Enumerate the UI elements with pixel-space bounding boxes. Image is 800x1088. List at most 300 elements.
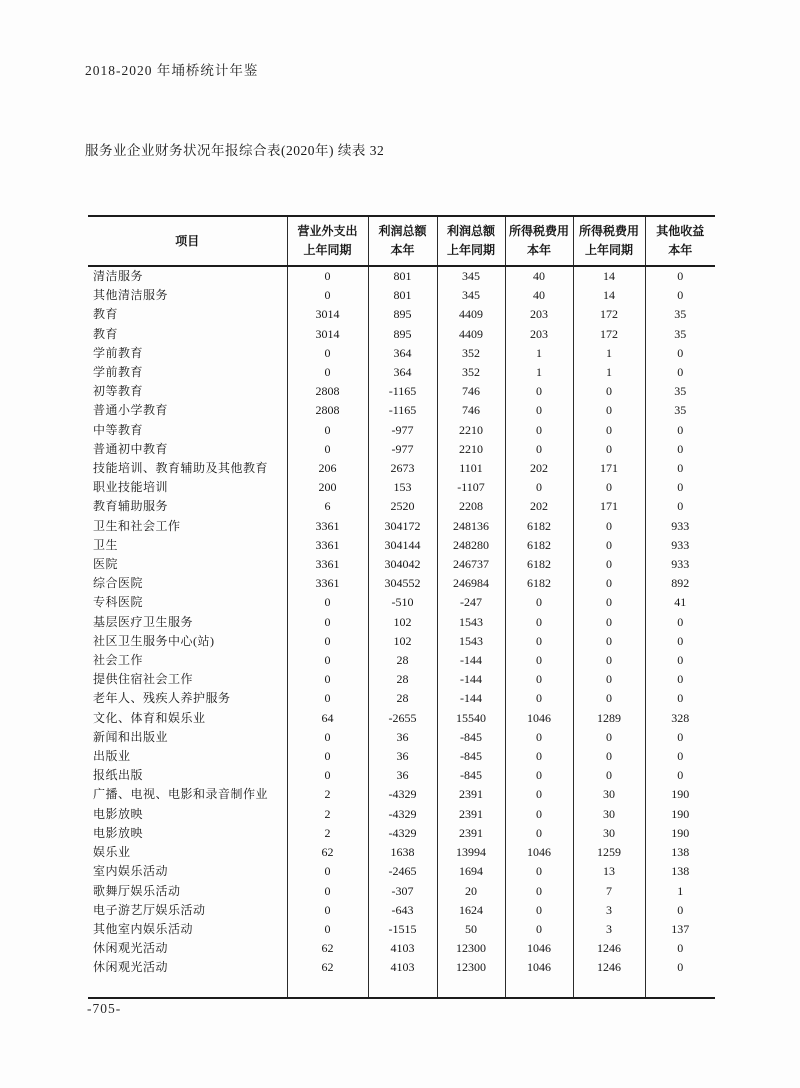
table-row xyxy=(88,555,715,574)
value-cell: 171 xyxy=(573,459,645,478)
value-cell: 4409 xyxy=(437,325,505,344)
column-header: 所得税费用 本年 xyxy=(505,216,573,266)
value-cell: 0 xyxy=(287,286,368,305)
table-row xyxy=(88,325,715,344)
value-cell: 172 xyxy=(573,325,645,344)
item-label-cell: 休闲观光活动 xyxy=(88,958,287,977)
value-cell: 4103 xyxy=(368,958,437,977)
value-cell: 190 xyxy=(671,825,690,840)
value-cell: 1101 xyxy=(437,459,505,478)
table-row xyxy=(88,901,715,920)
item-label-cell: 报纸出版 xyxy=(88,766,287,785)
value-cell: 0 xyxy=(677,691,684,706)
value-cell: 0 xyxy=(573,613,645,632)
value-cell: 352 xyxy=(437,363,505,382)
value-cell: 0 xyxy=(505,593,573,612)
table-row xyxy=(88,939,715,958)
yearbook-header: 2018-2020 年埇桥统计年鉴 xyxy=(85,63,259,78)
value-cell: 0 xyxy=(505,747,573,766)
value-cell: 2210 xyxy=(437,440,505,459)
value-cell: 0 xyxy=(287,728,368,747)
value-cell: 172 xyxy=(573,305,645,324)
value-cell: 304144 xyxy=(368,536,437,555)
value-cell: 0 xyxy=(573,382,645,401)
value-cell: 746 xyxy=(437,401,505,420)
item-label-cell: 老年人、残疾人养护服务 xyxy=(88,689,287,708)
value-cell: 0 xyxy=(505,632,573,651)
item-label-cell: 清洁服务 xyxy=(88,266,287,286)
value-cell: 0 xyxy=(573,651,645,670)
value-cell: 0 xyxy=(573,766,645,785)
value-cell: 20 xyxy=(437,882,505,901)
table-row xyxy=(88,632,715,651)
value-cell: 0 xyxy=(505,862,573,881)
value-cell: 137 xyxy=(671,921,690,936)
value-cell: 0 xyxy=(287,440,368,459)
value-cell: 28 xyxy=(368,651,437,670)
value-cell: 0 xyxy=(287,613,368,632)
table-row xyxy=(88,785,715,804)
value-cell: 138 xyxy=(671,845,690,860)
item-label-cell: 休闲观光活动 xyxy=(88,939,287,958)
value-cell: 28 xyxy=(368,670,437,689)
value-cell: 3 xyxy=(573,920,645,939)
value-cell: 1 xyxy=(573,363,645,382)
value-cell: 0 xyxy=(677,422,684,437)
value-cell: 364 xyxy=(368,344,437,363)
table-row xyxy=(88,478,715,497)
item-label-cell: 普通初中教育 xyxy=(88,440,287,459)
value-cell: 0 xyxy=(677,960,684,975)
table-title: 服务业企业财务状况年报综合表(2020年) 续表 32 xyxy=(85,143,385,158)
item-label-cell: 社区卫生服务中心(站) xyxy=(88,632,287,651)
value-cell: 0 xyxy=(505,728,573,747)
value-cell: 248136 xyxy=(437,517,505,536)
item-label-cell: 歌舞厅娱乐活动 xyxy=(88,882,287,901)
value-cell: 40 xyxy=(505,266,573,286)
empty-cell xyxy=(287,978,368,998)
value-cell: 6182 xyxy=(505,536,573,555)
value-cell: 62 xyxy=(287,939,368,958)
value-cell: 0 xyxy=(505,440,573,459)
value-cell: 0 xyxy=(287,766,368,785)
item-label-cell: 综合医院 xyxy=(88,574,287,593)
empty-cell xyxy=(645,978,715,998)
value-cell: 0 xyxy=(677,653,684,668)
value-cell: 0 xyxy=(505,651,573,670)
value-cell: 328 xyxy=(671,710,690,725)
value-cell: -845 xyxy=(437,747,505,766)
value-cell: 801 xyxy=(368,266,437,286)
table-row xyxy=(88,459,715,478)
value-cell: 12300 xyxy=(437,939,505,958)
value-cell: 15540 xyxy=(437,709,505,728)
value-cell: 7 xyxy=(573,882,645,901)
table-row xyxy=(88,747,715,766)
value-cell: 6182 xyxy=(505,555,573,574)
value-cell: 0 xyxy=(287,920,368,939)
value-cell: 2 xyxy=(287,785,368,804)
table-row xyxy=(88,805,715,824)
value-cell: 36 xyxy=(368,766,437,785)
value-cell: 0 xyxy=(677,614,684,629)
value-cell: 246984 xyxy=(437,574,505,593)
page-number: -705- xyxy=(87,1001,122,1016)
value-cell: 0 xyxy=(573,593,645,612)
value-cell: 1046 xyxy=(505,843,573,862)
value-cell: 30 xyxy=(573,805,645,824)
table-row xyxy=(88,286,715,305)
table-row xyxy=(88,613,715,632)
value-cell: 895 xyxy=(368,325,437,344)
value-cell: -144 xyxy=(437,670,505,689)
value-cell: 1624 xyxy=(437,901,505,920)
value-cell: 0 xyxy=(573,555,645,574)
value-cell: -845 xyxy=(437,728,505,747)
value-cell: 3361 xyxy=(287,517,368,536)
item-label-cell: 医院 xyxy=(88,555,287,574)
value-cell: 1543 xyxy=(437,632,505,651)
item-label-cell: 其他室内娱乐活动 xyxy=(88,920,287,939)
value-cell: 13 xyxy=(573,862,645,881)
value-cell: 1246 xyxy=(573,958,645,977)
column-header: 其他收益 本年 xyxy=(645,216,715,266)
value-cell: 64 xyxy=(287,709,368,728)
value-cell: -1165 xyxy=(368,401,437,420)
value-cell: 41 xyxy=(674,595,687,610)
value-cell: 0 xyxy=(677,499,684,514)
value-cell: 0 xyxy=(287,344,368,363)
item-label-cell: 初等教育 xyxy=(88,382,287,401)
value-cell: 102 xyxy=(368,632,437,651)
item-label-cell: 出版业 xyxy=(88,747,287,766)
value-cell: 0 xyxy=(287,882,368,901)
table-row xyxy=(88,882,715,901)
value-cell: 248280 xyxy=(437,536,505,555)
item-label-cell: 中等教育 xyxy=(88,421,287,440)
table-row xyxy=(88,958,715,977)
value-cell: 153 xyxy=(368,478,437,497)
value-cell: 1046 xyxy=(505,958,573,977)
value-cell: 1543 xyxy=(437,613,505,632)
item-label-cell: 专科医院 xyxy=(88,593,287,612)
value-cell: 6 xyxy=(287,497,368,516)
value-cell: 933 xyxy=(671,537,690,552)
value-cell: 0 xyxy=(505,824,573,843)
value-cell: 0 xyxy=(677,288,684,303)
value-cell: 352 xyxy=(437,344,505,363)
value-cell: 30 xyxy=(573,785,645,804)
item-label-cell: 教育辅助服务 xyxy=(88,497,287,516)
item-label-cell: 教育 xyxy=(88,305,287,324)
value-cell: 35 xyxy=(674,384,687,399)
value-cell: 0 xyxy=(505,920,573,939)
value-cell: 0 xyxy=(573,421,645,440)
value-cell: 0 xyxy=(677,461,684,476)
value-cell: 200 xyxy=(287,478,368,497)
item-label-cell: 普通小学教育 xyxy=(88,401,287,420)
item-label-cell: 室内娱乐活动 xyxy=(88,862,287,881)
value-cell: 364 xyxy=(368,363,437,382)
value-cell: 0 xyxy=(573,689,645,708)
value-cell: 304552 xyxy=(368,574,437,593)
value-cell: 2 xyxy=(287,824,368,843)
value-cell: 138 xyxy=(671,864,690,879)
value-cell: 0 xyxy=(505,401,573,420)
value-cell: 0 xyxy=(287,593,368,612)
value-cell: 0 xyxy=(573,401,645,420)
value-cell: -1107 xyxy=(437,478,505,497)
value-cell: 0 xyxy=(573,632,645,651)
value-cell: -510 xyxy=(368,593,437,612)
value-cell: 1638 xyxy=(368,843,437,862)
value-cell: 0 xyxy=(505,382,573,401)
value-cell: -1515 xyxy=(368,920,437,939)
value-cell: 6182 xyxy=(505,574,573,593)
value-cell: 202 xyxy=(505,459,573,478)
value-cell: 2673 xyxy=(368,459,437,478)
item-label-cell: 技能培训、教育辅助及其他教育 xyxy=(88,459,287,478)
value-cell: 0 xyxy=(287,862,368,881)
value-cell: 102 xyxy=(368,613,437,632)
value-cell: 14 xyxy=(573,266,645,286)
value-cell: 2391 xyxy=(437,805,505,824)
value-cell: 40 xyxy=(505,286,573,305)
table-row xyxy=(88,709,715,728)
value-cell: 2 xyxy=(287,805,368,824)
value-cell: 36 xyxy=(368,747,437,766)
table-row xyxy=(88,689,715,708)
value-cell: 0 xyxy=(505,785,573,804)
table-row xyxy=(88,497,715,516)
value-cell: 1 xyxy=(505,363,573,382)
item-label-cell: 新闻和出版业 xyxy=(88,728,287,747)
value-cell: 2208 xyxy=(437,497,505,516)
value-cell: 62 xyxy=(287,958,368,977)
table-row xyxy=(88,766,715,785)
table-row xyxy=(88,344,715,363)
table-row xyxy=(88,440,715,459)
value-cell: 190 xyxy=(671,806,690,821)
value-cell: 3361 xyxy=(287,555,368,574)
value-cell: 171 xyxy=(573,497,645,516)
value-cell: 203 xyxy=(505,305,573,324)
item-label-cell: 广播、电视、电影和录音制作业 xyxy=(88,785,287,804)
value-cell: 14 xyxy=(573,286,645,305)
value-cell: -643 xyxy=(368,901,437,920)
table-row xyxy=(88,421,715,440)
value-cell: 0 xyxy=(505,421,573,440)
value-cell: 2391 xyxy=(437,785,505,804)
column-header: 利润总额 本年 xyxy=(368,216,437,266)
value-cell: 892 xyxy=(671,576,690,591)
value-cell: 190 xyxy=(671,787,690,802)
value-cell: 0 xyxy=(677,365,684,380)
value-cell: 0 xyxy=(505,689,573,708)
value-cell: 3361 xyxy=(287,536,368,555)
value-cell: 0 xyxy=(505,478,573,497)
table-row xyxy=(88,517,715,536)
value-cell: -977 xyxy=(368,440,437,459)
value-cell: 0 xyxy=(573,747,645,766)
table-row xyxy=(88,843,715,862)
value-cell: 1 xyxy=(573,344,645,363)
value-cell: 35 xyxy=(674,403,687,418)
value-cell: 28 xyxy=(368,689,437,708)
value-cell: 0 xyxy=(505,613,573,632)
empty-cell xyxy=(368,978,437,998)
value-cell: 0 xyxy=(287,747,368,766)
value-cell: 246737 xyxy=(437,555,505,574)
value-cell: 1289 xyxy=(573,709,645,728)
value-cell: -4329 xyxy=(368,805,437,824)
value-cell: 0 xyxy=(505,670,573,689)
value-cell: 0 xyxy=(677,941,684,956)
value-cell: 1046 xyxy=(505,709,573,728)
financial-table xyxy=(88,215,715,999)
value-cell: 801 xyxy=(368,286,437,305)
item-label-cell: 卫生 xyxy=(88,536,287,555)
value-cell: 304042 xyxy=(368,555,437,574)
value-cell: 206 xyxy=(287,459,368,478)
value-cell: 35 xyxy=(674,326,687,341)
value-cell: 0 xyxy=(287,901,368,920)
column-header: 利润总额 上年同期 xyxy=(437,216,505,266)
table-row xyxy=(88,363,715,382)
table-row xyxy=(88,670,715,689)
table-head-row xyxy=(88,216,715,266)
value-cell: 0 xyxy=(505,766,573,785)
value-cell: 0 xyxy=(677,729,684,744)
item-label-cell: 教育 xyxy=(88,325,287,344)
value-cell: 746 xyxy=(437,382,505,401)
value-cell: 0 xyxy=(287,651,368,670)
value-cell: 6182 xyxy=(505,517,573,536)
value-cell: 50 xyxy=(437,920,505,939)
value-cell: 0 xyxy=(677,345,684,360)
item-label-cell: 其他清洁服务 xyxy=(88,286,287,305)
value-cell: -4329 xyxy=(368,824,437,843)
value-cell: 0 xyxy=(677,633,684,648)
value-cell: 2210 xyxy=(437,421,505,440)
value-cell: 1694 xyxy=(437,862,505,881)
item-label-cell: 提供住宿社会工作 xyxy=(88,670,287,689)
item-label-cell: 社会工作 xyxy=(88,651,287,670)
value-cell: 0 xyxy=(287,632,368,651)
item-label-cell: 文化、体育和娱乐业 xyxy=(88,709,287,728)
value-cell: 0 xyxy=(677,749,684,764)
column-header: 所得税费用 上年同期 xyxy=(573,216,645,266)
value-cell: -977 xyxy=(368,421,437,440)
value-cell: 0 xyxy=(287,421,368,440)
value-cell: 203 xyxy=(505,325,573,344)
value-cell: 2808 xyxy=(287,382,368,401)
value-cell: 30 xyxy=(573,824,645,843)
empty-cell xyxy=(505,978,573,998)
table-row xyxy=(88,266,715,286)
table-row xyxy=(88,920,715,939)
value-cell: 4103 xyxy=(368,939,437,958)
value-cell: 0 xyxy=(287,363,368,382)
value-cell: -4329 xyxy=(368,785,437,804)
value-cell: 0 xyxy=(573,728,645,747)
value-cell: 933 xyxy=(671,518,690,533)
value-cell: 1246 xyxy=(573,939,645,958)
item-label-cell: 电影放映 xyxy=(88,805,287,824)
value-cell: 345 xyxy=(437,266,505,286)
value-cell: 1 xyxy=(677,883,684,898)
value-cell: 13994 xyxy=(437,843,505,862)
value-cell: 345 xyxy=(437,286,505,305)
value-cell: 1259 xyxy=(573,843,645,862)
value-cell: 933 xyxy=(671,557,690,572)
value-cell: 0 xyxy=(573,536,645,555)
value-cell: 304172 xyxy=(368,517,437,536)
value-cell: 1 xyxy=(505,344,573,363)
value-cell: 0 xyxy=(677,768,684,783)
value-cell: 0 xyxy=(287,670,368,689)
value-cell: 0 xyxy=(505,901,573,920)
item-label-cell: 电子游艺厅娱乐活动 xyxy=(88,901,287,920)
value-cell: 0 xyxy=(677,902,684,917)
value-cell: 0 xyxy=(287,689,368,708)
value-cell: 3014 xyxy=(287,305,368,324)
value-cell: -2465 xyxy=(368,862,437,881)
table-row xyxy=(88,824,715,843)
value-cell: 0 xyxy=(573,574,645,593)
table-row xyxy=(88,574,715,593)
table-row xyxy=(88,536,715,555)
item-label-cell: 职业技能培训 xyxy=(88,478,287,497)
value-cell: -144 xyxy=(437,689,505,708)
table-row xyxy=(88,305,715,324)
value-cell: 3014 xyxy=(287,325,368,344)
value-cell: 0 xyxy=(573,517,645,536)
value-cell: 3 xyxy=(573,901,645,920)
table-row xyxy=(88,401,715,420)
value-cell: 35 xyxy=(674,307,687,322)
value-cell: 2391 xyxy=(437,824,505,843)
value-cell: 1046 xyxy=(505,939,573,958)
value-cell: 2520 xyxy=(368,497,437,516)
value-cell: 0 xyxy=(573,440,645,459)
value-cell: 0 xyxy=(573,670,645,689)
table-row xyxy=(88,382,715,401)
value-cell: 895 xyxy=(368,305,437,324)
value-cell: -144 xyxy=(437,651,505,670)
item-label-cell: 娱乐业 xyxy=(88,843,287,862)
empty-cell xyxy=(88,978,287,998)
value-cell: 0 xyxy=(573,478,645,497)
value-cell: 3361 xyxy=(287,574,368,593)
value-cell: 2808 xyxy=(287,401,368,420)
value-cell: -307 xyxy=(368,882,437,901)
value-cell: 0 xyxy=(677,672,684,687)
item-label-cell: 学前教育 xyxy=(88,363,287,382)
table-row xyxy=(88,593,715,612)
item-label-cell: 基层医疗卫生服务 xyxy=(88,613,287,632)
value-cell: 0 xyxy=(505,805,573,824)
empty-cell xyxy=(437,978,505,998)
value-cell: -247 xyxy=(437,593,505,612)
table-row xyxy=(88,651,715,670)
value-cell: -845 xyxy=(437,766,505,785)
value-cell: 4409 xyxy=(437,305,505,324)
table-row xyxy=(88,862,715,881)
value-cell: 36 xyxy=(368,728,437,747)
table-row xyxy=(88,728,715,747)
item-label-cell: 学前教育 xyxy=(88,344,287,363)
